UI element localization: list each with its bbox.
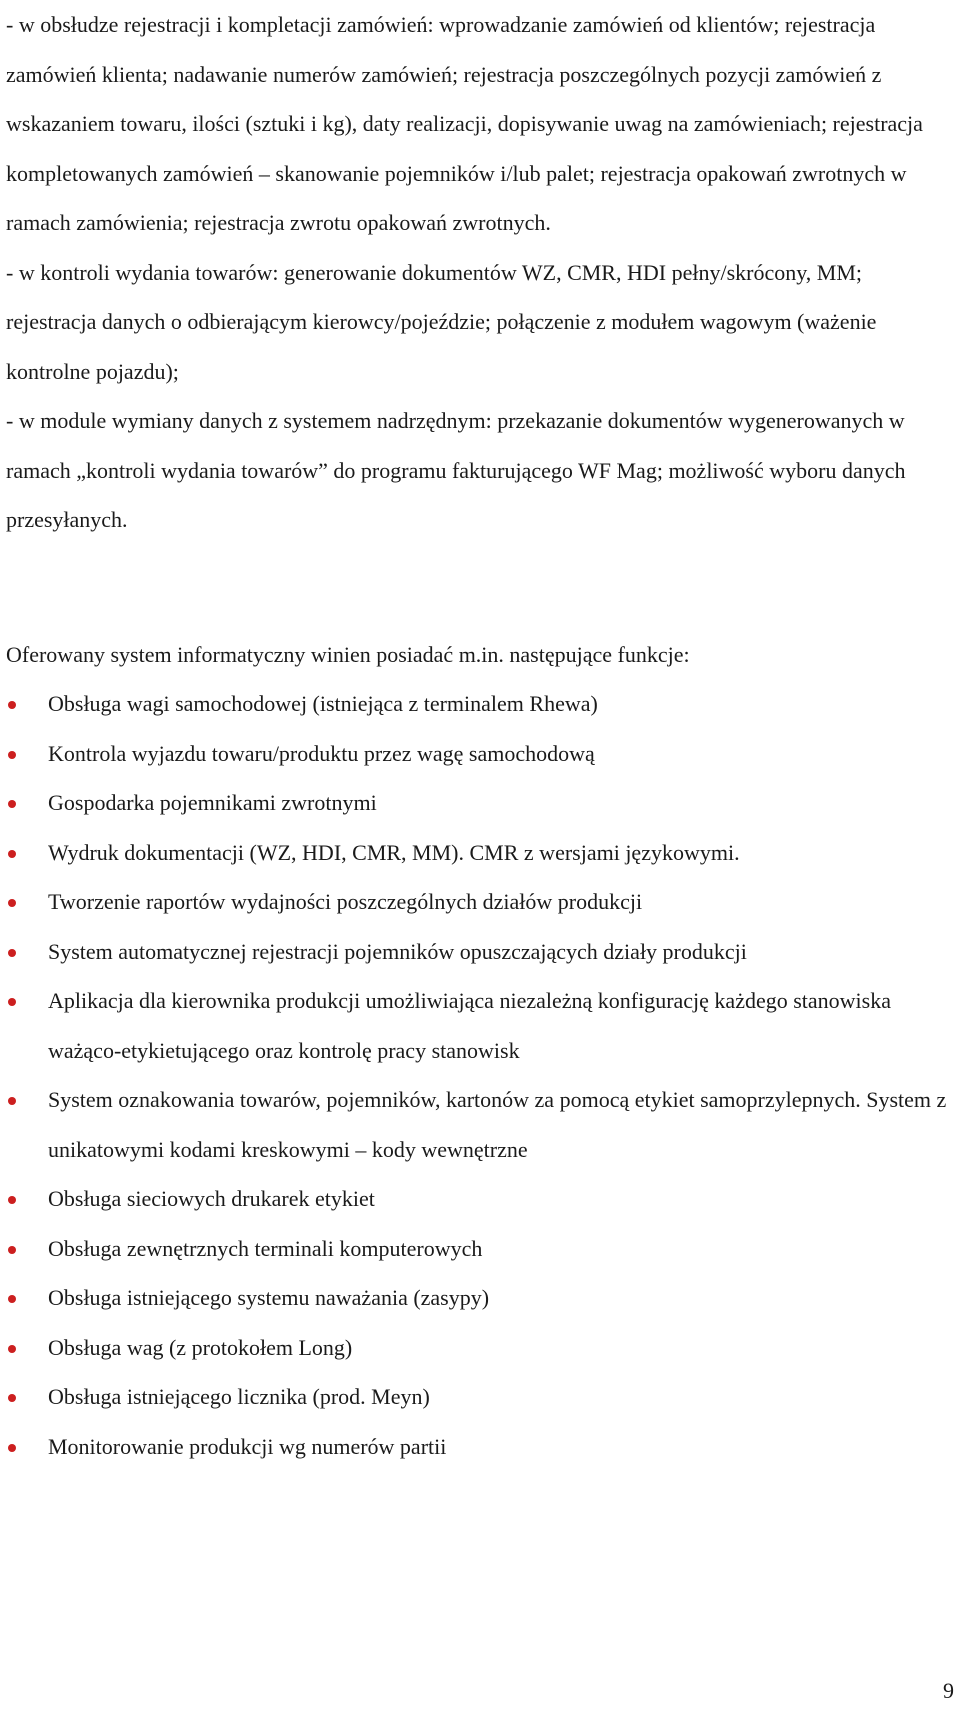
list-item [6,679,956,729]
document-page [6,0,956,1459]
bullet-icon [8,1196,16,1204]
list-item-text: Tworzenie raportów wydajności poszczególnych działów produkcji [48,889,643,914]
bullet-icon [8,1394,16,1402]
list-item-text: Obsługa wagi samochodowej (istniejąca z terminalem Rhewa) [48,691,598,716]
feature-list [6,679,956,1471]
bullet-icon [8,1097,16,1105]
list-item [6,729,956,779]
list-item [6,927,956,977]
paragraph-data-exchange: - w module wymiany danych z systemem nadrzędnym: przekazanie dokumentów wygenerowanych w ramach „kontroli wydania towarów” do programu fakturującego WF Mag; możliwość wyboru danych przesyłanych. [6,408,906,532]
list-item [6,1174,956,1224]
bullet-icon [8,701,16,709]
list-item [6,828,956,878]
list-item-text: Obsługa zewnętrznych terminali komputerowych [48,1235,483,1261]
list-item-text: Monitorowanie produkcji wg numerów partii [48,1433,447,1459]
bullet-icon [8,1444,16,1452]
list-item-text: Obsługa sieciowych drukarek etykiet [48,1186,375,1211]
list-item [6,877,956,927]
bullet-icon [8,1345,16,1353]
list-item-text: Gospodarka pojemnikami zwrotnymi [48,790,377,815]
list-item-text: Aplikacja dla kierownika produkcji umożliwiająca niezależną konfigurację każdego stanowiska ważąco-etykietującego oraz kontrolę pracy stanowisk [48,988,891,1063]
list-item [6,1422,956,1472]
bullet-icon [8,800,16,808]
paragraph-order-registration: - w obsłudze rejestracji i kompletacji zamówień: wprowadzanie zamówień od klientów; rejestracja zamówień klienta; nadawanie numerów zamówień; rejestracja poszczególnych pozycji zamówień z wskazaniem towaru, ilości (sztuki i kg), daty realizacji, dopisywanie uwag na zamówieniach; rejestracja kompletowanych zamówień – skanowanie pojemników i/lub palet; rejestracja opakowań zwrotnych w ramach zamówienia; rejestracja zwrotu opakowań zwrotnych. [6,12,923,235]
list-item-text: Obsługa wag (z protokołem Long) [48,1334,353,1360]
bullet-icon [8,850,16,858]
list-item [6,1372,956,1422]
page-number: 9 [943,1678,954,1703]
bullet-icon [8,899,16,907]
intro-section [6,0,956,545]
list-item [6,1273,956,1323]
list-item-text: System automatycznej rejestracji pojemników opuszczających działy produkcji [48,938,747,964]
list-item-text: Obsługa istniejącego licznika (prod. Meyn) [48,1384,430,1409]
list-item-text: System oznakowania towarów, pojemników, kartonów za pomocą etykiet samoprzylepnych. System z unikatowymi kodami kreskowymi – kody wewnętrzne [48,1087,947,1162]
offer-heading: Oferowany system informatyczny winien posiadać m.in. następujące funkcje: [6,642,690,667]
list-item-text: Kontrola wyjazdu towaru/produktu przez wagę samochodową [48,740,595,766]
list-item [6,778,956,828]
bullet-icon [8,751,16,759]
paragraph-release-control: - w kontroli wydania towarów: generowanie dokumentów WZ, CMR, HDI pełny/skrócony, MM; rejestracja danych o odbierającym kierowcy/pojeździe; połączenie z modułem wagowym (ważenie kontrolne pojazdu); [6,259,877,384]
list-item [6,1323,956,1373]
list-item [6,976,956,1075]
list-item [6,1075,956,1174]
bullet-icon [8,1246,16,1254]
bullet-icon [8,949,16,957]
bullet-icon [8,1295,16,1303]
bullet-icon [8,998,16,1006]
list-item-text: Obsługa istniejącego systemu naważania (zasypy) [48,1285,490,1310]
list-item-text: Wydruk dokumentacji (WZ, HDI, CMR, MM). CMR z wersjami językowymi. [48,839,740,865]
list-item [6,1224,956,1274]
